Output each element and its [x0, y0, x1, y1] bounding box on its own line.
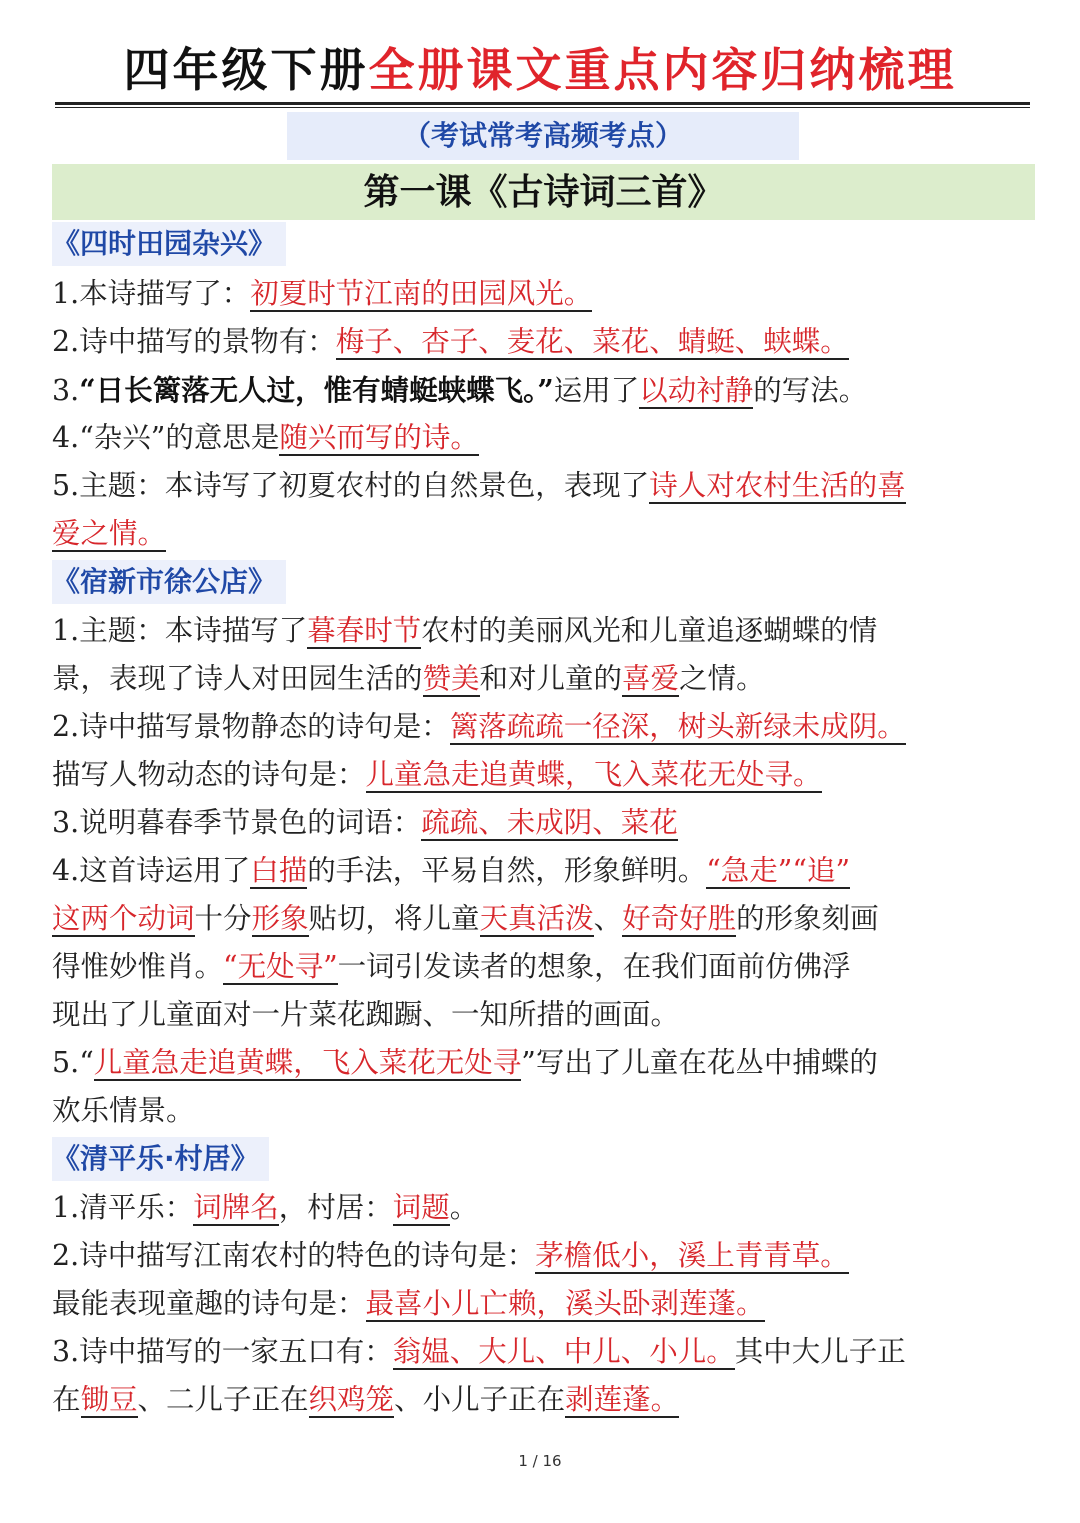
note-line: 3.诗中描写的一家五口有：翁媪、大儿、中儿、小儿。其中大儿子正 — [52, 1335, 906, 1368]
quoted-verse: “日长篱落无人过，惟有蜻蜓蛱蝶飞。” — [79, 373, 554, 407]
note-line: 1.主题：本诗描写了暮春时节农村的美丽风光和儿童追逐蝴蝶的情 — [52, 614, 878, 647]
note-line: 3.“日长篱落无人过，惟有蜻蜓蛱蝶飞。”运用了以动衬静的写法。 — [52, 373, 868, 407]
poem-title: 《宿新市徐公店》 — [52, 560, 286, 604]
answer: 随兴而写的诗。 — [279, 421, 479, 454]
answer: 形象 — [251, 902, 309, 935]
note-line: 5.“儿童急走追黄蝶，飞入菜花无处寻”写出了儿童在花丛中捕蝶的 — [52, 1046, 878, 1079]
answer: “急走”“追” — [706, 854, 851, 887]
answer: 这两个动词 — [52, 902, 195, 935]
answer: 最喜小儿亡赖，溪头卧剥莲蓬。 — [365, 1287, 765, 1320]
note-line: 2.诗中描写江南农村的特色的诗句是：茅檐低小，溪上青青草。 — [52, 1239, 849, 1272]
answer: 篱落疏疏一径深，树头新绿未成阴。 — [449, 710, 906, 743]
note-line: 3.说明暮春季节景色的词语：疏疏、未成阴、菜花 — [52, 806, 678, 839]
title-grade: 四年级下册 — [123, 43, 369, 97]
answer: 喜爱 — [622, 662, 680, 695]
page-title — [0, 40, 1080, 100]
answer: 白描 — [250, 854, 308, 887]
note-line: 5.主题：本诗写了初夏农村的自然景色，表现了诗人对农村生活的喜 — [52, 469, 906, 502]
note-line — [52, 510, 1042, 558]
answer: 好奇好胜 — [622, 902, 737, 935]
note-line: 1.清平乐：词牌名，村居：词题。 — [52, 1191, 479, 1224]
title-topic: 全册课文重点内容归纳梳理 — [368, 43, 957, 97]
answer: 以动衬静 — [639, 374, 754, 407]
subtitle: （考试常考高频考点） — [287, 112, 799, 160]
answer: 词牌名 — [193, 1191, 279, 1224]
note-line: 这两个动词十分形象贴切，将儿童天真活泼、好奇好胜的形象刻画 — [52, 902, 879, 935]
answer: 暮春时节 — [307, 614, 422, 647]
answer: 织鸡笼 — [308, 1383, 395, 1416]
answer: 词题 — [392, 1191, 450, 1224]
answer: “无处寻” — [223, 950, 338, 983]
note-line: 景，表现了诗人对田园生活的赞美和对儿童的喜爱之情。 — [52, 662, 765, 695]
note-line: 2.诗中描写的景物有：梅子、杏子、麦花、菜花、蜻蜓、蛱蝶。 — [52, 325, 849, 358]
answer: 剥莲蓬。 — [565, 1383, 680, 1416]
answer: 爱之情。 — [52, 517, 167, 550]
note-line: 在锄豆、二儿子正在织鸡笼、小儿子正在剥莲蓬。 — [52, 1383, 680, 1416]
note-line: 得惟妙惟肖。“无处寻”一词引发读者的想象，在我们面前仿佛浮 — [52, 950, 851, 983]
answer: 锄豆 — [80, 1383, 138, 1416]
poem-title: 《清平乐·村居》 — [52, 1137, 269, 1181]
lesson-heading: 第一课《古诗词三首》 — [52, 164, 1035, 220]
poem-title: 《四时田园杂兴》 — [52, 222, 286, 266]
answer: 疏疏、未成阴、菜花 — [421, 806, 678, 839]
answer: 天真活泼 — [479, 902, 594, 935]
note-line: 现出了儿童面对一片菜花踟蹰、一知所措的画面。 — [52, 998, 680, 1031]
note-line: 4.这首诗运用了白描的手法，平易自然，形象鲜明。“急走”“追” — [52, 854, 851, 887]
answer: 儿童急走追黄蝶，飞入菜花无处寻。 — [365, 758, 822, 791]
answer: 赞美 — [422, 662, 480, 695]
title-rule-thin — [55, 107, 1030, 108]
note-line: 4.“杂兴”的意思是随兴而写的诗。 — [52, 421, 479, 454]
note-line: 1.本诗描写了：初夏时节江南的田园风光。 — [52, 277, 593, 310]
page-number: 1 / 16 — [518, 1452, 562, 1470]
title-rule — [55, 102, 1030, 105]
answer: 梅子、杏子、麦花、菜花、蜻蜓、蛱蝶。 — [335, 325, 849, 358]
note-line: 欢乐情景。 — [52, 1094, 195, 1127]
note-line: 最能表现童趣的诗句是：最喜小儿亡赖，溪头卧剥莲蓬。 — [52, 1287, 765, 1320]
answer: 诗人对农村生活的喜 — [649, 469, 906, 502]
note-line: 2.诗中描写景物静态的诗句是：篱落疏疏一径深，树头新绿未成阴。 — [52, 710, 906, 743]
answer: 初夏时节江南的田园风光。 — [250, 277, 593, 310]
note-line: 描写人物动态的诗句是：儿童急走追黄蝶，飞入菜花无处寻。 — [52, 758, 822, 791]
answer: 翁媪、大儿、中儿、小儿。 — [392, 1335, 735, 1368]
answer: 儿童急走追黄蝶，飞入菜花无处寻 — [93, 1046, 522, 1079]
answer: 茅檐低小，溪上青青草。 — [535, 1239, 849, 1272]
